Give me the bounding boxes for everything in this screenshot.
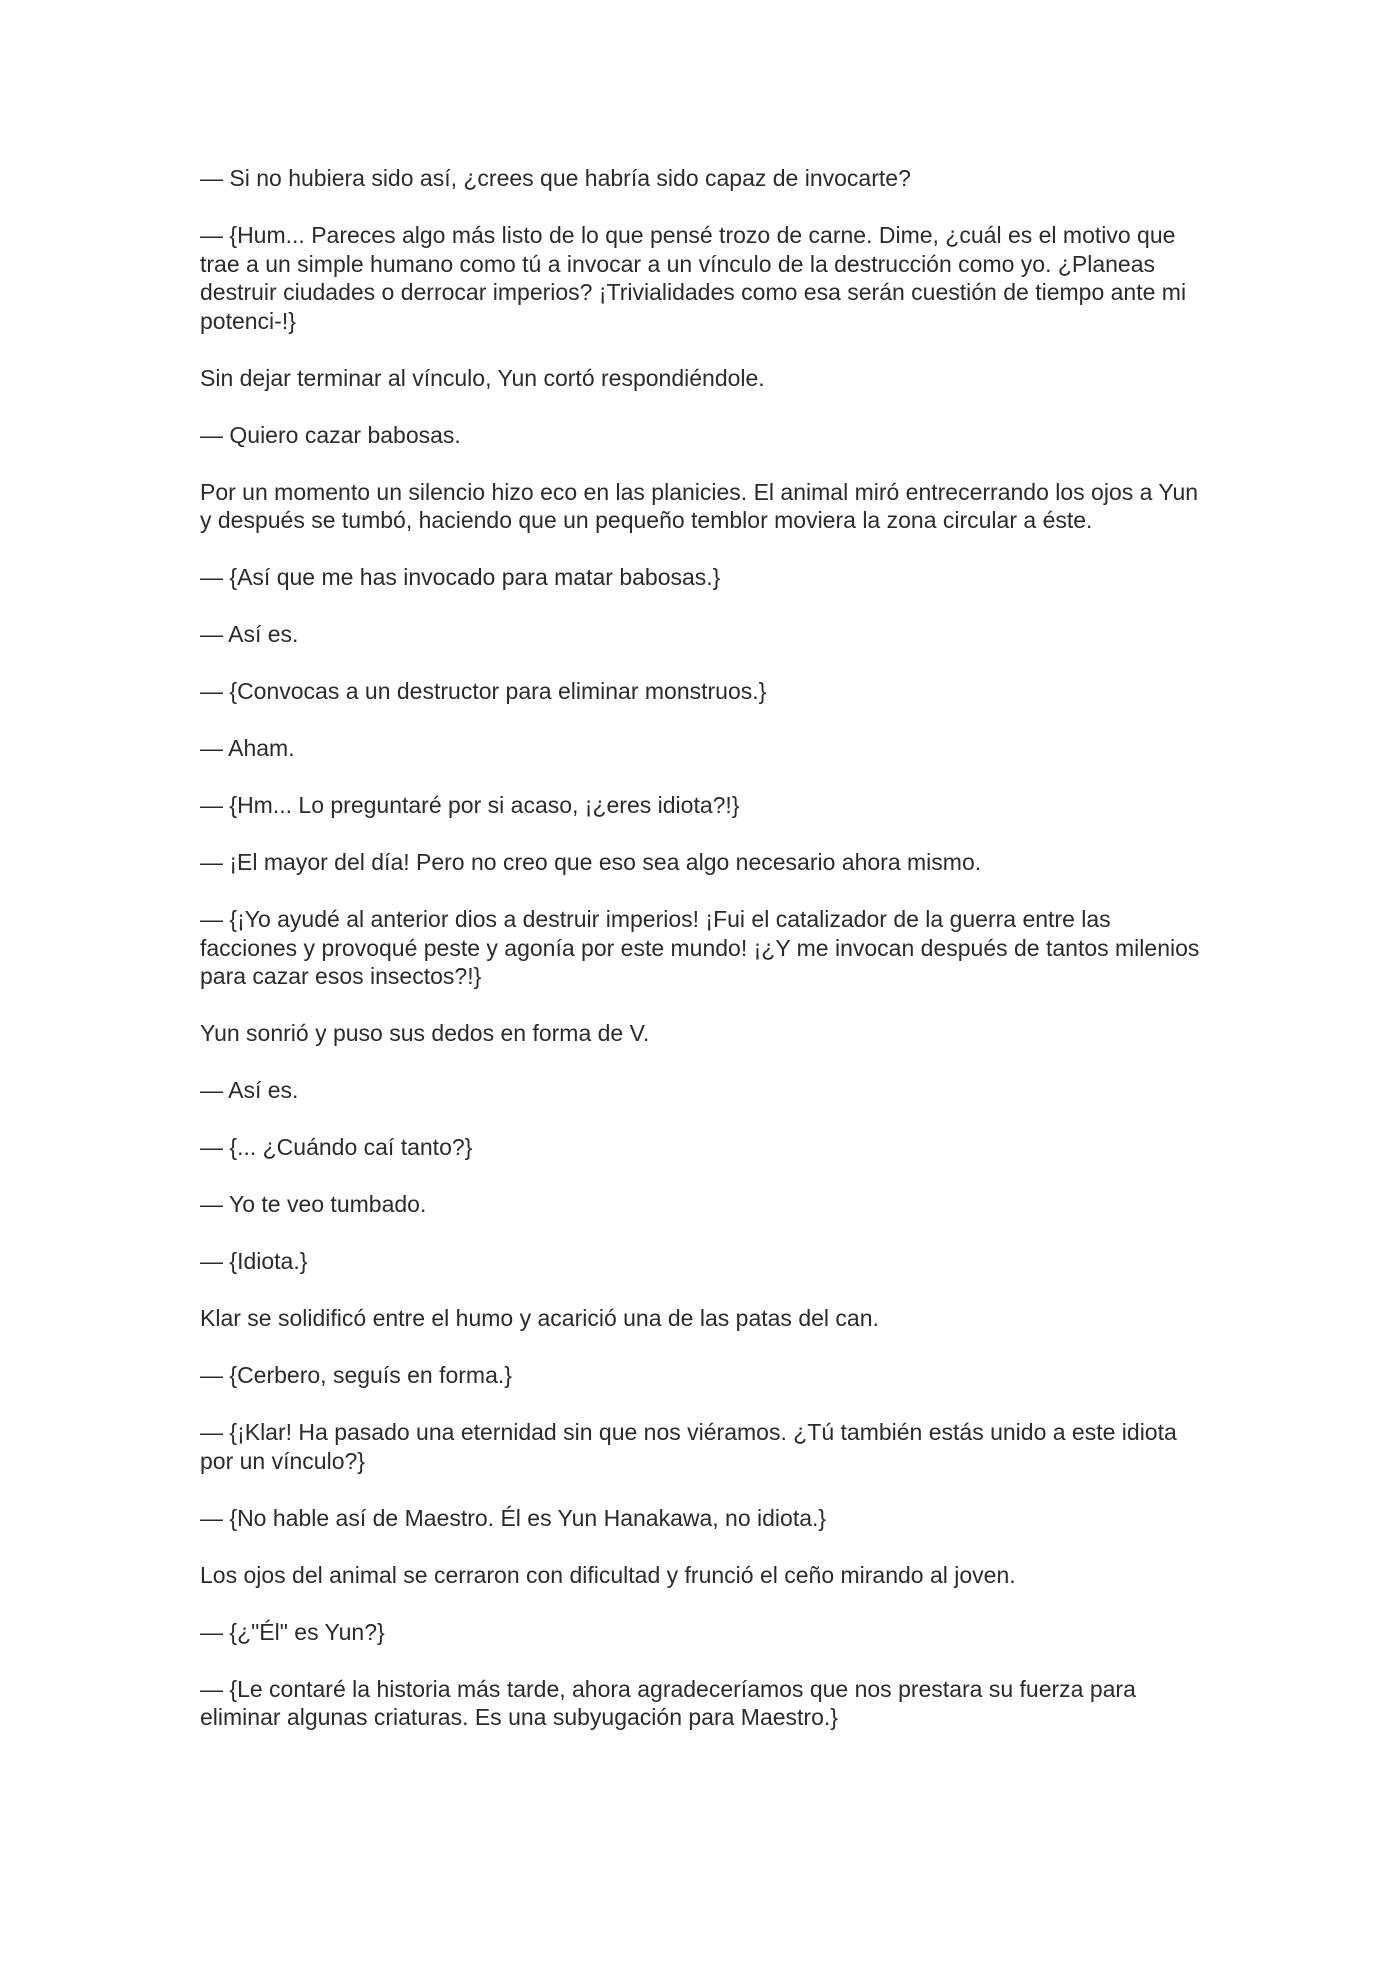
paragraph: — ¡El mayor del día! Pero no creo que eso sea algo necesario ahora mismo. [200, 849, 982, 875]
paragraph: — Si no hubiera sido así, ¿crees que habría sido capaz de invocarte? [200, 165, 911, 191]
paragraph: — {Cerbero, seguís en forma.} [200, 1362, 512, 1388]
paragraph: Sin dejar terminar al vínculo, Yun cortó respondiéndole. [200, 364, 765, 391]
paragraph: Los ojos del animal se cerraron con dificultad y frunció el ceño mirando al joven. [200, 1561, 1016, 1588]
paragraph: — {Idiota.} [200, 1248, 308, 1274]
paragraph: Por un momento un silencio hizo eco en las planicies. El animal miró entrecerrando los ojos a Yun y después se tumbó, haciendo que un pequeño temblor moviera la zona circular a éste. [200, 478, 1199, 533]
paragraph: — {Le contaré la historia más tarde, ahora agradeceríamos que nos prestara su fuerza para eliminar algunas criaturas. Es una subyugación para Maestro.} [200, 1675, 1136, 1730]
paragraph: — Yo te veo tumbado. [200, 1191, 427, 1217]
paragraph: — {¡Yo ayudé al anterior dios a destruir imperios! ¡Fui el catalizador de la guerra entre las facciones y provoqué peste y agonía por este mundo! ¡¿Y me invocan después de tantos milenios para cazar esos insectos?!} [200, 906, 1200, 989]
paragraph: Yun sonrió y puso sus dedos en forma de V. [200, 1020, 650, 1046]
paragraph: — {Hum... Pareces algo más listo de lo que pensé trozo de carne. Dime, ¿cuál es el motivo que trae a un simple humano como tú a invocar a un vínculo de la destrucción como yo. ¿Planeas destruir ciudades o derrocar imperios? ¡Trivialidades como esa serán cuestión de tiempo ante mi potenci-!} [200, 222, 1187, 334]
paragraph: — {¡Klar! Ha pasado una eternidad sin que nos viéramos. ¿Tú también estás unido a este idiota por un vínculo?} [200, 1419, 1177, 1474]
text-column [200, 164, 1210, 1760]
paragraph: — Aham. [200, 735, 295, 761]
paragraph: — {Así que me has invocado para matar babosas.} [200, 564, 721, 590]
paragraph: — {Convocas a un destructor para eliminar monstruos.} [200, 678, 767, 704]
paragraph: — Así es. [200, 621, 299, 647]
paragraph: — Quiero cazar babosas. [200, 421, 461, 448]
paragraph: — {No hable así de Maestro. Él es Yun Hanakawa, no idiota.} [200, 1504, 827, 1531]
paragraph: — {¿"Él" es Yun?} [200, 1618, 385, 1645]
paragraph: — {... ¿Cuándo caí tanto?} [200, 1134, 473, 1160]
paragraph: — Así es. [200, 1077, 299, 1103]
paragraph: — {Hm... Lo preguntaré por si acaso, ¡¿eres idiota?!} [200, 792, 740, 818]
paragraph: Klar se solidificó entre el humo y acarició una de las patas del can. [200, 1305, 879, 1331]
